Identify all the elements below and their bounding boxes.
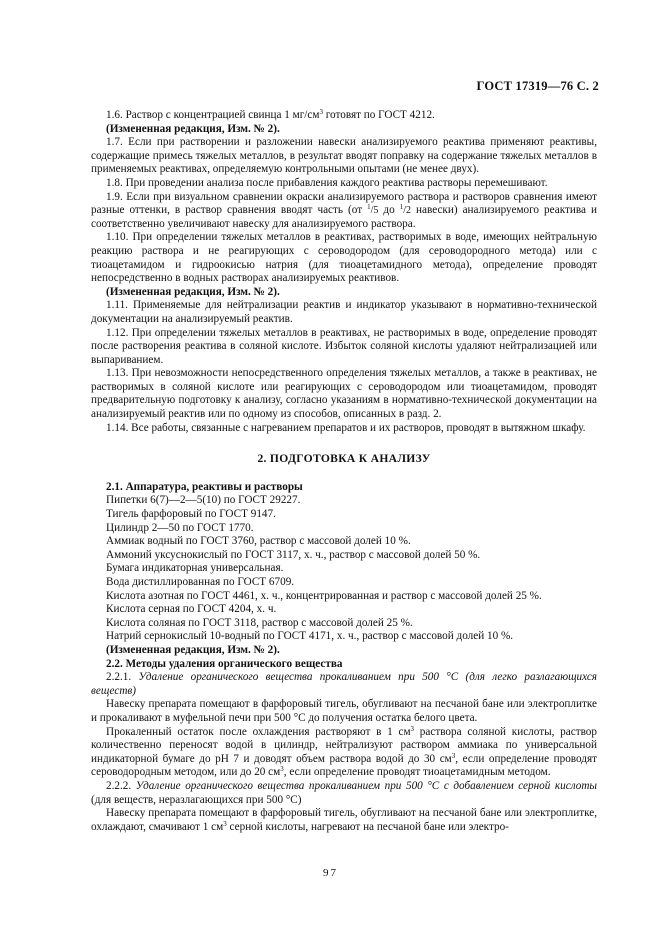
list-item: Кислота соляная по ГОСТ 3118, раствор с массовой долей 25 %. [106,616,413,629]
paragraph-1-7: 1.7. Если при растворении и разложении навески анализируемого реактива применяют реактивы, содержащие примесь тяжелых металлов, в результат вводят поправку на содержание тяжелых металлов в применяемых реактивах, определяемую контрольными опытами (не менее двух). [91,136,597,176]
list-item: Вода дистиллированная по ГОСТ 6709. [106,576,295,588]
list-item: Натрий сернокислый 10-водный по ГОСТ 4171, х. ч., раствор с массовой долей 10 %. [106,630,514,643]
list-item: Аммиак водный по ГОСТ 3760, раствор с массовой долей 10 %. [106,535,411,548]
paragraph-1-14: 1.14. Все работы, связанные с нагреванием препаратов и их растворов, проводят в вытяжном шкафу. [106,421,586,434]
paragraph-1-12: 1.12. При определении тяжелых металлов в реактивах, не растворимых в воде, определение проводят после растворения реактива в соляной кислоте. Избыток соляной кислоты удаляют нейтрализацией или выпариванием. [91,326,597,366]
amendment-note: (Измененная редакция, Изм. № 2). [106,285,280,298]
amendment-note: (Измененная редакция, Изм. № 2). [106,643,280,656]
paragraph-1-10: 1.10. При определении тяжелых металлов в реактивах, растворимых в воде, имеющих нейтральную реакцию раствора и не реагирующих с сероводородом (для сероводородного метода) или с тиоацетамидом и гидроокисью натрия (для тиоацетамидного метода), определение проводят непосредственно в водных растворах анализируемых реактивов. [91,231,597,285]
page-header: ГОСТ 17319—76 С. 2 [476,79,599,93]
document-body [91,109,597,834]
paragraph-2-2-2-a: Навеску препарата помещают в фарфоровый тигель, обугливают на песчаной бане или электроплитке, охлаждают, смачивают 1 $см^3$ серной кислоты, нагревают на песчаной бане или электро- [91,807,597,833]
list-item: Кислота азотная по ГОСТ 4461, х. ч., концентрированная и раствор с массовой долей 25 %. [106,589,542,602]
list-item: Цилиндр 2—50 по ГОСТ 1770. [106,521,254,534]
list-item: Тигель фарфоровый по ГОСТ 9147. [106,508,276,521]
list-item: Бумага индикаторная универсальная. [106,562,284,575]
paragraph-1-13: 1.13. При невозможности непосредственного определения тяжелых металлов, а также в реактивах, не растворимых в соляной кислоте или реагирующих с сероводородом или тиоацетамидом, проводят предварительную подготовку к анализу, согласно указаниям в нормативно-технической документации на анализируемый реактив или по одному из способов, описанных в разд. 2. [91,367,597,421]
subsection-heading-2-2: 2.2. Методы удаления органического вещества [106,657,343,670]
paragraph-1-8: 1.8. При проведении анализа после прибавления каждого реактива растворы перемешивают. [106,176,548,189]
list-item: Кислота серная по ГОСТ 4204, х. ч. [106,603,277,616]
amendment-note: (Измененная редакция, Изм. № 2). [106,122,280,135]
page-number: 97 [323,867,338,879]
paragraph-2-2-1: 2.2.1. Удаление органического вещества прокаливанием при 500 °С (для легко разлагающихся веществ) [91,671,598,697]
list-item: Аммоний уксуснокислый по ГОСТ 3117, х. ч., раствор с массовой долей 50 %. [106,548,481,561]
paragraph-2-2-2: 2.2.2. Удаление органического вещества прокаливанием при 500 °С с добавлением серной кислоты (для веществ, неразлагающихся при 500 °С) [91,779,597,806]
section-heading: 2. ПОДГОТОВКА К АНАЛИЗУ [257,452,431,466]
reagent-list [91,494,597,644]
superscript: 3 [319,108,323,116]
paragraph-2-2-1-a: Навеску препарата помещают в фарфоровый тигель, обугливают на песчаной бане или электроплитке и прокаливают в муфельной печи при 500 °С до получения остатка белого цвета. [91,698,597,724]
paragraph-1-9: 1.9. Если при визуальном сравнении окраски анализируемого раствора и растворов сравнения имеют разные оттенки, в раствор сравнения вводят часть (от $^1$/5 до $^1$/2 навески) анализируемого реактива и соответственно увеличивают навеску для анализируемого раствора. [91,190,597,230]
subsection-heading-2-1: 2.1. Аппаратура, реактивы и растворы [106,480,303,493]
paragraph-1-6: 1.6. Раствор с концентрацией свинца 1 $мг/см^3$ готовят по ГОСТ 4212. [106,108,435,121]
list-item: Пипетки 6(7)—2—5(10) по ГОСТ 29227. [106,494,301,507]
paragraph-2-2-1-b: Прокаленный остаток после охлаждения растворяют в 1 $см^3$ раствора соляной кислоты, раствор количественно переносят водой в цилиндр, нейтрализуют раствором аммиака по универсальной индикаторной бумаге до рН 7 и доводят объем раствора водой до 30 $см^3$, если определение проводят сероводородным методом, или до 20 $см^3$, если определение проводят тиоацетамидным методом. [91,724,598,779]
paragraph-1-11: 1.11. Применяемые для нейтрализации реактив и индикатор указывают в нормативно-технической документации на анализируемый реактив. [91,299,597,325]
